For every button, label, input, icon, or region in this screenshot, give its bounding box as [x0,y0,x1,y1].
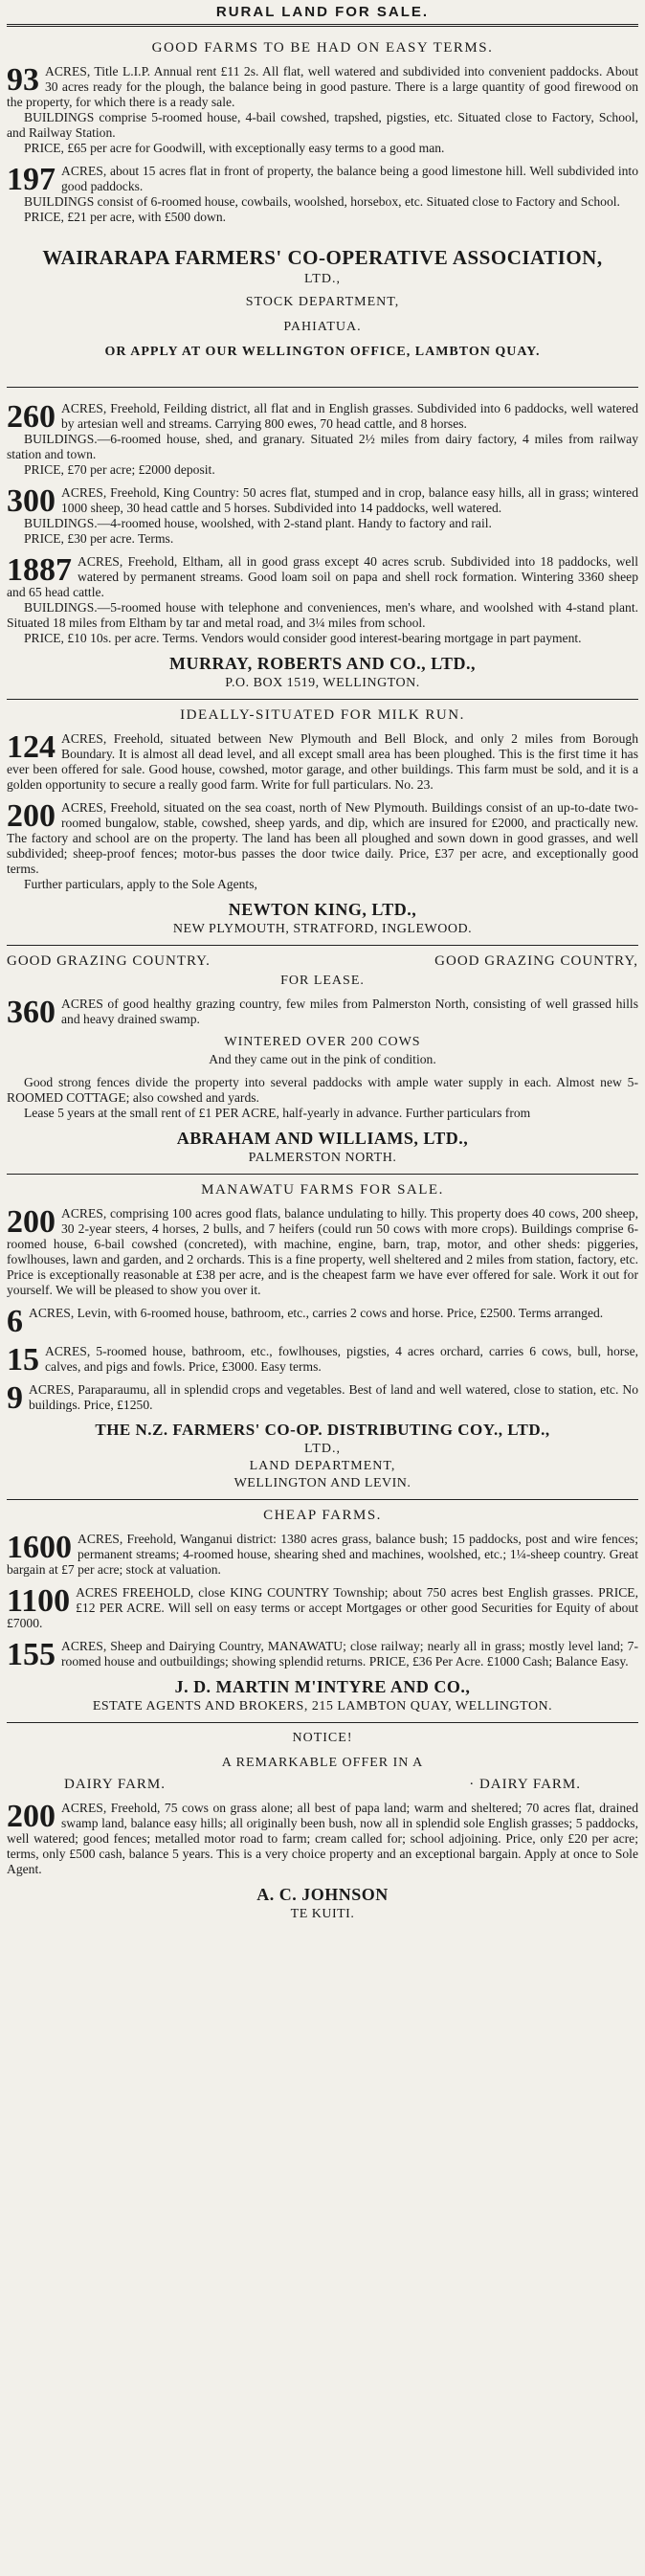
listing-124: 124 ACRES, Freehold, situated between New Plymouth and Bell Block, and only 2 miles from Borough Boundary. It is almost all dead level, and all except small area has been ploughed. This is the first time it has ever been offered for sale. Good house, cowshed, motor garage, and other buildings. This farm must be sold, and it is a golden opportunity to secure a really good farm. Write for full particulars. No. 23. [7,729,638,792]
listing-200-dairy: 200 ACRES, Freehold, 75 cows on grass alone; all best of papa land; warm and sheltered; 70 acres flat, drained swamp land, balance easy hills; all originally been bush, now all in splendid sole English grasses; 5 paddocks, well watered; good fences; metalled motor road to farm; cream called for; school adjoining. Price, only £20 per acre; terms, only £500 cash, balance 5 years. This is a very choice property and an exceptional bargain. Apply at once to Sole Agent. [7,1799,638,1876]
ad-abraham-williams [7,953,638,1166]
divider [7,1722,638,1723]
listing-9: 9 ACRES, Paraparaumu, all in splendid crops and vegetables. Best of land and well watered, close to station, etc. No buildings. Price, £1250. [7,1380,638,1416]
divider [7,24,638,27]
ad-wairarapa: GOOD FARMS TO BE HAD ON EASY TERMS. 93 ACRES, Title L.I.P. Annual rent £11 2s. All flat, well watered and subdivided into convenient paddocks. About 30 acres ready for the plough, the balance being in good pasture. There is a large quantity of good firewood on the property, for which there is a ready sale. BUILDINGS comprise 5-roomed house, 4-bail cowshed, trapshed, pigsties, etc. Situated close to Factory, School, and Railway Station. PRICE, £65 per acre for Goodwill, with exceptionally easy terms to a good man. 197 ACRES, about 15 acres flat in front of property, the balance being a good limestone hill. Well subdivided into good paddocks. BUILDINGS consist of 6-roomed house, cowbails, woolshed, horsebox, etc. Situated close to Factory and School. PRICE, £21 per acre, with £500 down. WAIRARAPA FARMERS' CO-OPERATIVE ASSOCIATION, LTD., STOCK DEPARTMENT, PAHIATUA. OR APPLY AT OUR WELLINGTON OFFICE, LAMBTON QUAY. [7,40,638,359]
listing-6: 6 ACRES, Levin, with 6-roomed house, bathroom, etc., carries 2 cows and horse. Price, £2500. Terms arranged. [7,1304,604,1339]
agent-address: PALMERSTON NORTH. [248,1151,397,1165]
listing-155: 155 ACRES, Sheep and Dairying Country, MANAWATU; close railway; nearly all in grass; mostly level land; 7-roomed house and outbuildings; showing splendid returns. PRICE, £36 Per Acre. £1000 Cash; Balance Easy. [7,1637,638,1672]
department: STOCK DEPARTMENT, [245,295,400,309]
apply-line: OR APPLY AT OUR WELLINGTON OFFICE, LAMBTON QUAY. [104,345,541,359]
rural-land-page [7,0,638,1922]
agent-name: ABRAHAM AND WILLIAMS, LTD., [176,1129,469,1148]
divider [7,387,638,388]
divider [7,1174,638,1175]
listing-15: 15 ACRES, 5-roomed house, bathroom, etc., fowlhouses, pigsties, 4 acres orchard, carries 6 cows, bull, horse, calves, and pigs and fowls. Price, £3000. Easy terms. [7,1342,638,1378]
grazing-heading-row: GOOD GRAZING COUNTRY. GOOD GRAZING COUNTRY, [7,953,638,969]
section-heading: MANAWATU FARMS FOR SALE. [201,1182,444,1198]
ad-murray-roberts [7,401,638,691]
town: PAHIATUA. [283,320,362,334]
listing-1600: 1600 ACRES, Freehold, Wanganui district: 1380 acres grass, balance bush; 15 paddocks, post and wire fences; permanent streams; 4-roomed house, shearing shed and machines, woolshed, etc.; 1¼-sheep country. Great bargain at £7 per acre; stock at valuation. [7,1530,638,1577]
listing-1887: 1887 ACRES, Freehold, Eltham, all in good grass except 40 acres scrub. Subdivided into 18 paddocks, well watered by permanent streams. Good loam soil on papa and shell rock formation. Wintering 3360 sheep and 65 head cattle. BUILDINGS.—5-roomed house with telephone and conveniences, men's whare, and woolshed with 4-stand plant. Situated 18 miles from Eltham by tar and metal road, and 3¼ miles from school. PRICE, £10 10s. per acre. Terms. Vendors would consider good interest-bearing mortgage in part payment. [7,552,638,645]
ad-nz-farmers: MANAWATU FARMS FOR SALE. 200 ACRES, comprising 100 acres good flats, balance undulating to hilly. This property does 40 cows, 200 sheep, 30 2-year steers, 4 horses, 2 bulls, and 7 heifers (could run 50 cows with more crops). Buildings comprise 6-roomed house, 6-bail cowshed (concreted), with machine, engine, barn, trap, motor, and other sheds: piggeries, fowlhouses, lawn and garden, and 2 orchards. This is a fine property, well sheltered and 2 miles from station, factory, etc. Price is exceptionally reasonable at £38 per acre, and is the cheapest farm we have ever offered for sale. Work it out for yourself. We will be pleased to show you over it. 6 ACRES, Levin, with 6-roomed house, bathroom, etc., carries 2 cows and horse. Price, £2500. Terms arranged. 15 ACRES, 5-roomed house, bathroom, etc., fowlhouses, pigsties, 4 acres orchard, carries 6 cows, bull, horse, calves, and pigs and fowls. Price, £3000. Easy terms. 9 ACRES, Paraparaumu, all in splendid crops and vegetables. Best of land and well watered, close to station, etc. No buildings. Price, £1250. THE N.Z. FARMERS' CO-OP. DISTRIBUTING COY., LTD., LTD., LAND DEPARTMENT, WELLINGTON AND LEVIN. [7,1182,638,1490]
agent-name: A. C. JOHNSON [256,1885,389,1904]
dairy-farm-row: DAIRY FARM. · DAIRY FARM. [64,1777,581,1792]
acreage-number: 93 [7,62,39,98]
agent-address: WELLINGTON AND LEVIN. [234,1476,411,1490]
section-heading: IDEALLY-SITUATED FOR MILK RUN. [180,707,465,723]
divider [7,699,638,700]
listing-200-coast: 200 ACRES, Freehold, situated on the sea coast, north of New Plymouth. Buildings consist of an up-to-date two-roomed bungalow, stable, cowshed, sheep yards, and dip, which are insured for £2000, and practically new. The factory and school are on the property. The land has been all ploughed and sown down in good grasses, and well subdivided; sheep-proof fences; motor-bus passes the door twice daily. Price, £37 per acre, and exceptionally good terms. Further particulars, apply to the Sole Agents, [7,798,638,891]
listing-300: 300 ACRES, Freehold, King Country: 50 acres flat, stumped and in crop, balance easy hills, all in grass; wintered 1000 sheep, 30 head cattle and 5 horses. Subdivided into 14 paddocks, well watered. BUILDINGS.—4-roomed house, woolshed, with 2-stand plant. Handy to factory and rail. PRICE, £30 per acre. Terms. [7,483,638,546]
section-heading: GOOD FARMS TO BE HAD ON EASY TERMS. [151,40,494,56]
listing-260: 260 ACRES, Freehold, Feilding district, all flat and in English grasses. Subdivided into 6 paddocks, well watered by artesian well and streams. Carrying 800 ewes, 70 head cattle, and 8 horses. BUILDINGS.—6-roomed house, shed, and granary. Situated 2½ miles from dairy factory, 4 miles from railway station and town. PRICE, £70 per acre; £2000 deposit. [7,399,638,477]
section-heading: CHEAP FARMS. [263,1508,382,1523]
offer-line: A REMARKABLE OFFER IN A [221,1756,424,1770]
department: LAND DEPARTMENT, [249,1459,396,1473]
agent-address: ESTATE AGENTS AND BROKERS, 215 LAMBTON QUAY, WELLINGTON. [92,1699,553,1714]
agent-name: J. D. MARTIN M'INTYRE AND CO., [174,1677,471,1696]
agent-name: THE N.Z. FARMERS' CO-OP. DISTRIBUTING COY., LTD., [95,1421,550,1439]
agent-address: TE KUITI. [290,1907,355,1921]
divider [7,945,638,946]
wintered-line: WINTERED OVER 200 COWS [224,1035,421,1049]
acreage-number: 197 [7,162,56,197]
agent-name: WAIRARAPA FARMERS' CO-OPERATIVE ASSOCIATION, [42,246,603,269]
agent-address: P.O. BOX 1519, WELLINGTON. [225,676,420,690]
agent-name: MURRAY, ROBERTS AND CO., LTD., [169,654,476,673]
listing-1100: 1100 ACRES FREEHOLD, close KING COUNTRY Township; about 750 acres best English grasses. PRICE, £12 PER ACRE. Will sell on easy terms or accept Mortgages or other good Securities for Equity of about £7000. [7,1583,638,1630]
agent-address: NEW PLYMOUTH, STRATFORD, INGLEWOOD. [172,922,473,936]
category-heading: RURAL LAND FOR SALE. [215,4,430,20]
divider [7,1499,638,1500]
listing-360: 360 ACRES of good healthy grazing country, few miles from Palmerston North, consisting of well grassed hills and heavy drained swamp. [7,995,638,1030]
condition-line: And they came out in the pink of condition. [209,1052,436,1066]
notice-heading: NOTICE! [292,1731,353,1745]
listing-197: 197 ACRES, about 15 acres flat in front of property, the balance being a good limestone hill. Well subdivided into good paddocks. BUILDINGS consist of 6-roomed house, cowbails, woolshed, horsebox, etc. Situated close to Factory and School. PRICE, £21 per acre, with £500 down. [7,162,638,224]
listing-200-manawatu: 200 ACRES, comprising 100 acres good flats, balance undulating to hilly. This property does 40 cows, 200 sheep, 30 2-year steers, 4 horses, 2 bulls, and 7 heifers (could run 50 cows with more crops). Buildings comprise 6-roomed house, 6-bail cowshed (concreted), with machine, engine, barn, trap, motor, and other sheds: piggeries, fowlhouses, lawn and garden, and 2 orchards. This is a fine property, well sheltered and 2 miles from station, factory, etc. Price is exceptionally reasonable at £38 per acre, and is the cheapest farm we have ever offered for sale. Work it out for yourself. We will be pleased to show you over it. [7,1204,638,1297]
for-lease: FOR LEASE. [280,974,365,988]
ad-johnson [7,1731,638,1922]
ad-martin-mintyre [7,1508,638,1714]
lease-body: Good strong fences divide the property into several paddocks with ample water supply in each. Almost new 5-ROOMED COTTAGE; also cowshed and yards. Lease 5 years at the small rent of £1 PER ACRE, half-yearly in advance. Further particulars from [7,1075,638,1120]
agent-name: NEWTON KING, LTD., [228,900,417,919]
ad-newton-king [7,707,638,937]
listing-93: 93 ACRES, Title L.I.P. Annual rent £11 2s. All flat, well watered and subdivided into convenient paddocks. About 30 acres ready for the plough, the balance being in good pasture. There is a large quantity of good firewood on the property, for which there is a ready sale. BUILDINGS comprise 5-roomed house, 4-bail cowshed, trapshed, pigsties, etc. Situated close to Factory, School, and Railway Station. PRICE, £65 per acre for Goodwill, with exceptionally easy terms to a good man. [7,62,638,155]
